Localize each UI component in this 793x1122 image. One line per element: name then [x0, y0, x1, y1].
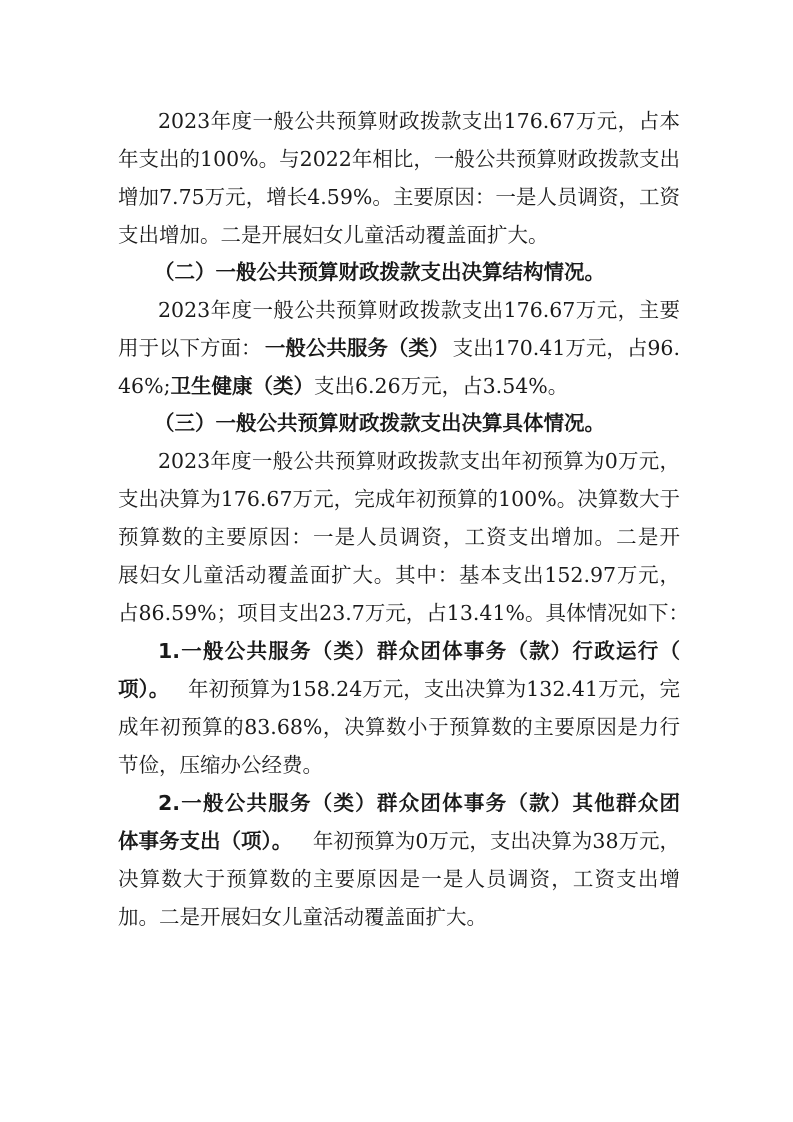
paragraph-2-line-3 — [118, 371, 568, 401]
item-2-line-2-text: 年初预算为0万元，支出决算为38万元， — [312, 829, 680, 853]
item-1-line-3: 成年初预算的83.68%，决算数小于预算数的主要原因是力行 — [118, 715, 680, 739]
paragraph-1-line-1: 2023年度一般公共预算财政拨款支出176.67万元，占本 — [158, 109, 680, 133]
paragraph-3-line-3: 预算数的主要原因：一是人员调资，工资支出增加。二是开 — [118, 525, 680, 549]
item-2-line-4: 加。二是开展妇女儿童活动覆盖面扩大。 — [118, 905, 487, 929]
item-1-heading-line-2: 项）。 — [118, 677, 170, 701]
item-2-heading-line-2: 体事务支出（项）。 — [118, 829, 293, 853]
item-2-line-2 — [118, 826, 680, 856]
paragraph-2-line-3-text-c: 支出6.26万元，占3.54%。 — [313, 374, 569, 398]
paragraph-2-category-general-public-services: 一般公共服务（类） — [264, 336, 450, 360]
item-1-line-2-text: 年初预算为158.24万元，支出决算为132.41万元，完 — [188, 677, 680, 701]
paragraph-2-line-2-text-a: 用于以下方面： — [118, 336, 262, 360]
paragraph-2-line-2-text-c: 支出170.41万元，占96. — [452, 336, 680, 360]
paragraph-1-line-3: 增加7.75万元，增长4.59%。主要原因：一是人员调资，工资 — [118, 185, 680, 209]
item-1-heading-line-1: 1.一般公共服务（类）群众团体事务（款）行政运行（ — [158, 639, 680, 663]
item-2-heading-line-1: 2.一般公共服务（类）群众团体事务（款）其他群众团 — [158, 791, 680, 815]
paragraph-2-category-health: 卫生健康（类） — [170, 374, 314, 398]
paragraph-2-line-2 — [118, 333, 680, 363]
item-2-line-3: 决算数大于预算数的主要原因是一是人员调资，工资支出增 — [118, 867, 680, 891]
paragraph-3-line-2: 支出决算为176.67万元，完成年初预算的100%。决算数大于 — [118, 487, 680, 511]
section-heading-2: （二）一般公共预算财政拨款支出决算结构情况。 — [154, 260, 605, 284]
paragraph-1-line-2: 年支出的100%。与2022年相比，一般公共预算财政拨款支出 — [118, 147, 680, 171]
paragraph-2-line-1: 2023年度一般公共预算财政拨款支出176.67万元，主要 — [158, 298, 680, 322]
paragraph-1-line-4: 支出增加。二是开展妇女儿童活动覆盖面扩大。 — [118, 223, 549, 247]
paragraph-3-line-1: 2023年度一般公共预算财政拨款支出年初预算为0万元， — [158, 449, 680, 473]
paragraph-2-line-3-text-a: 46%; — [118, 374, 171, 398]
paragraph-3-line-4: 展妇女儿童活动覆盖面扩大。其中：基本支出152.97万元， — [118, 563, 680, 587]
item-1-line-2 — [118, 674, 680, 704]
section-heading-3: （三）一般公共预算财政拨款支出决算具体情况。 — [154, 411, 605, 435]
item-1-line-4: 节俭，压缩办公经费。 — [118, 753, 323, 777]
paragraph-3-line-5: 占86.59%；项目支出23.7万元，占13.41%。具体情况如下： — [118, 601, 689, 625]
